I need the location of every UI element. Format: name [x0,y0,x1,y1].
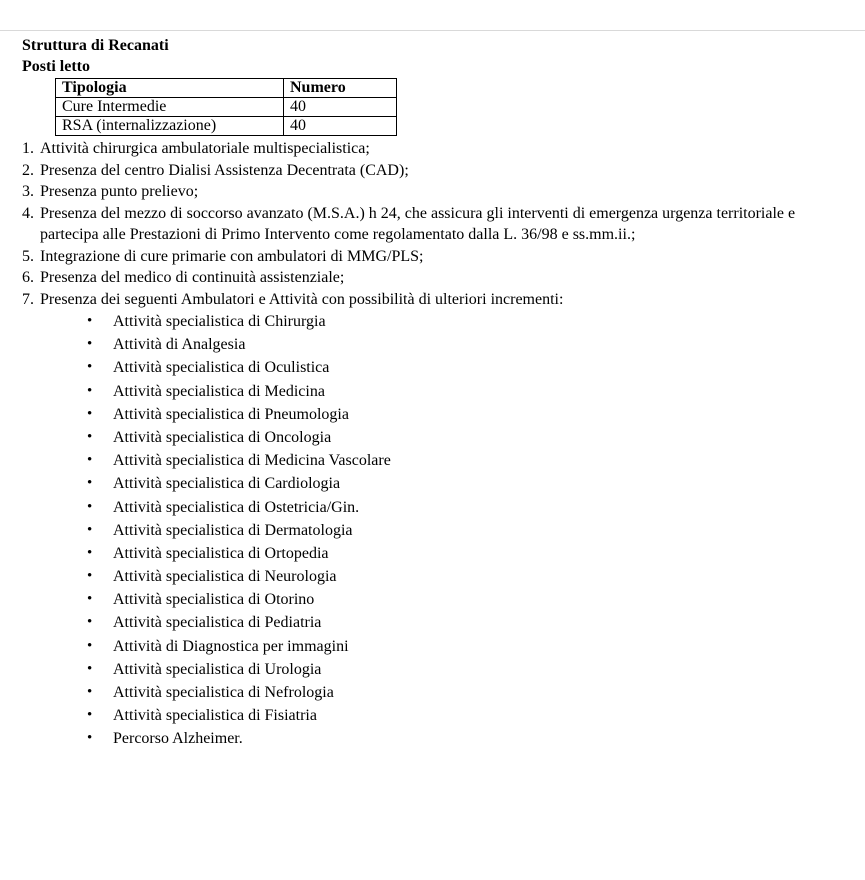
list-item-text: Presenza del mezzo di soccorso avanzato (M.S.A.) h 24, che assicura gli interventi di emergenza urgenza territoriale e partecipa alle Prestazioni di Primo Intervento come regolamentato dalla L. 36/98 e ss.mm.ii.; [40,204,796,243]
bullet-item-text: Attività specialistica di Medicina [113,382,325,400]
bullet-icon: • [87,637,93,654]
bullet-icon: • [87,359,93,376]
document-title: Struttura di Recanati [22,37,169,54]
bullet-item-text: Attività specialistica di Otorino [113,591,315,609]
list-item-number: 2. [22,161,34,179]
list-item [22,160,857,182]
bullet-item-text: Percorso Alzheimer. [113,730,243,748]
bullet-item-text: Attività specialistica di Urologia [113,660,322,678]
column-header-tipologia: Tipologia [56,79,284,98]
bulleted-list [83,310,857,751]
bullet-item [83,635,857,658]
bullet-item [83,611,857,634]
bullet-item-text: Attività di Diagnostica per immagini [113,637,349,655]
bullet-icon: • [87,568,93,585]
list-item-number: 3. [22,183,34,200]
bullet-icon: • [87,521,93,538]
bullet-item [83,310,857,333]
table-row [56,98,397,117]
bullet-item-text: Attività specialistica di Chirurgia [113,313,326,330]
list-item-text: Attività chirurgica ambulatoriale multispecialistica; [40,140,370,157]
list-item-number: 7. [22,290,34,308]
bullet-item-text: Attività specialistica di Ostetricia/Gin. [113,498,360,516]
table-cell-numero: 40 [284,117,397,136]
bullet-icon: • [87,660,93,677]
bullet-icon: • [87,684,93,700]
bullet-item [83,681,857,704]
list-item-text: Integrazione di cure primarie con ambulatori di MMG/PLS; [40,247,424,265]
bullet-icon: • [87,475,93,492]
bullet-item-text: Attività specialistica di Fisiatria [113,707,317,725]
list-item-number: 4. [22,204,34,222]
bullet-item-text: Attività specialistica di Medicina Vascolare [113,452,391,470]
list-item [22,138,857,160]
bullet-item [83,542,857,565]
bullet-item-text: Attività specialistica di Ortopedia [113,544,329,562]
top-divider [0,30,865,31]
bullet-icon: • [87,336,93,353]
bullet-item-text: Attività specialistica di Cardiologia [113,475,341,493]
bullet-item-text: Attività specialistica di Pediatria [113,614,322,632]
list-item [22,267,857,289]
bullet-item-text: Attività specialistica di Nefrologia [113,684,334,701]
bullet-item-text: Attività specialistica di Neurologia [113,568,337,586]
list-item-text: Presenza punto prelievo; [40,183,199,200]
table-row [56,117,397,136]
bullet-icon: • [87,544,93,561]
bullet-item [83,658,857,681]
list-item [22,289,857,311]
bullet-icon: • [87,452,93,469]
beds-table [55,78,397,136]
list-item-number: 6. [22,269,34,286]
bullet-item [83,449,857,472]
bullet-item [83,565,857,588]
column-header-numero: Numero [284,79,397,98]
bullet-item-text: Attività di Analgesia [113,336,246,354]
table-cell-tipologia: RSA (internalizzazione) [56,117,284,136]
table-cell-numero: 40 [284,98,397,117]
bullet-icon: • [87,730,93,747]
bullet-icon: • [87,313,93,329]
bullet-item [83,496,857,519]
bullet-item-text: Attività specialistica di Dermatologia [113,521,353,539]
list-item-text: Presenza del centro Dialisi Assistenza Decentrata (CAD); [40,161,409,179]
bullet-item [83,519,857,542]
list-item-number: 1. [22,140,34,157]
bullet-icon: • [87,707,93,724]
numbered-list [22,138,857,310]
table-header-row [56,79,397,98]
bullet-icon: • [87,591,93,608]
bullet-item [83,403,857,426]
bullet-item [83,704,857,727]
bullet-item [83,356,857,379]
list-item [22,203,857,246]
section-heading-beds: Posti letto [22,58,90,75]
bullet-icon: • [87,428,93,445]
bullet-item-text: Attività specialistica di Pneumologia [113,405,349,423]
bullet-item [83,588,857,611]
bullet-item-text: Attività specialistica di Oculistica [113,359,330,377]
bullet-item [83,380,857,403]
bullet-item [83,727,857,750]
list-item-text: Presenza dei seguenti Ambulatori e Attività con possibilità di ulteriori incrementi: [40,290,564,308]
bullet-item-text: Attività specialistica di Oncologia [113,428,332,446]
bullet-icon: • [87,405,93,422]
table-cell-tipologia: Cure Intermedie [56,98,284,117]
bullet-item [83,472,857,495]
document-body [22,35,857,751]
list-item [22,181,857,203]
bullet-item [83,426,857,449]
bullet-icon: • [87,614,93,631]
bullet-icon: • [87,382,93,399]
list-item-text: Presenza del medico di continuità assistenziale; [40,269,345,286]
bullet-item [83,333,857,356]
bullet-icon: • [87,498,93,515]
list-item [22,246,857,268]
list-item-number: 5. [22,247,34,265]
